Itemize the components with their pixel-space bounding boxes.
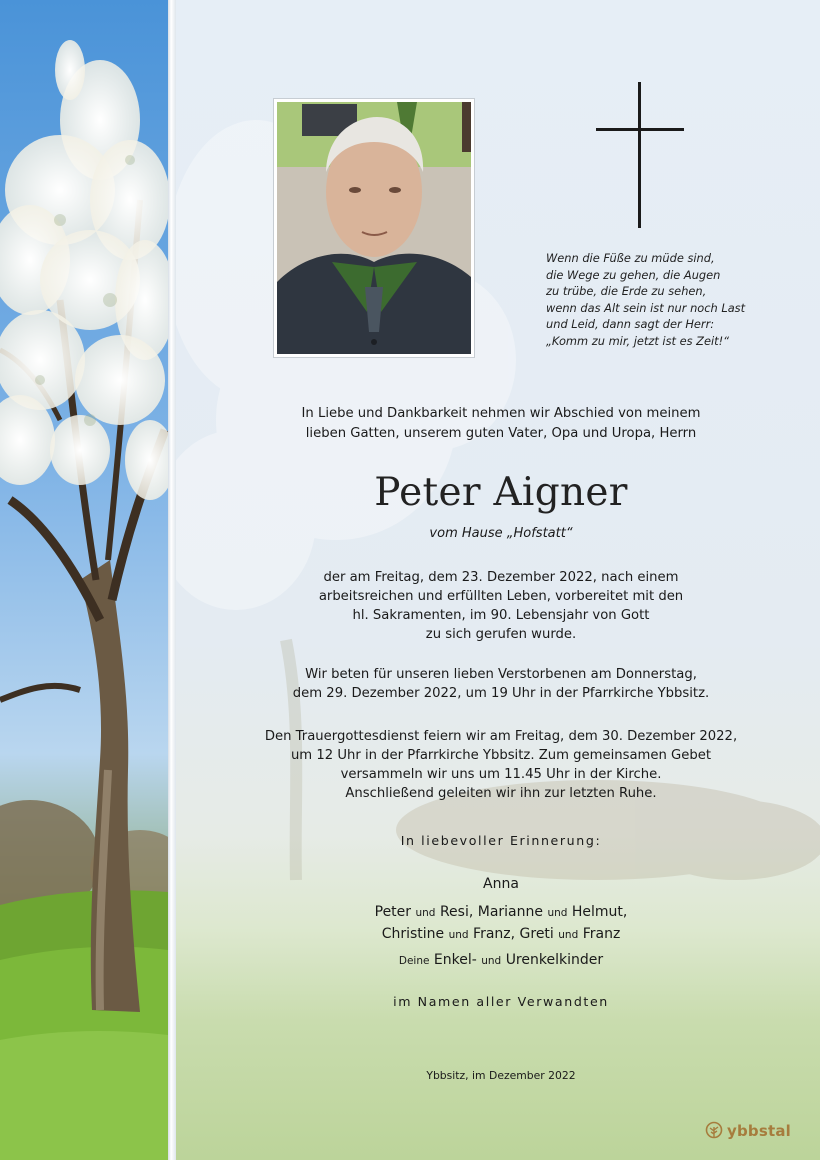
text-line: arbeitsreichen und erfüllten Leben, vorbereitet mit den [318, 589, 684, 604]
cross-icon [596, 82, 684, 228]
mourner-family [176, 902, 820, 946]
poem-line: Wenn die Füße zu müde sind, [546, 251, 715, 265]
prayer-notice [176, 665, 820, 703]
relatives-line: im Namen aller Verwandten [393, 994, 609, 1009]
panel-divider [168, 0, 176, 1160]
portrait-photo [277, 102, 471, 354]
text-line: Wir beten für unseren lieben Verstorbenen am Donnerstag, [305, 667, 697, 682]
deceased-name: Peter Aigner [374, 470, 628, 515]
poem-line: wenn das Alt sein ist nur noch Last [546, 300, 746, 315]
mourner-name: Franz, Greti [473, 926, 554, 942]
text-line: dem 29. Dezember 2022, um 19 Uhr in der Pfarrkirche Ybbsitz. [292, 686, 710, 701]
grand-deine: Deine [398, 955, 430, 967]
poem-line: die Wege zu gehen, die Augen [546, 267, 721, 282]
mourner-name: Christine [381, 926, 445, 942]
text-line: Anschließend geleiten wir ihn zur letzten Ruhe. [345, 786, 657, 801]
conjunction: und [481, 955, 502, 967]
conjunction: und [448, 929, 469, 941]
mourner-anna: Anna [483, 876, 519, 892]
text-line: der am Freitag, dem 23. Dezember 2022, nach einem [323, 570, 679, 585]
conjunction: und [558, 929, 579, 941]
text-line: um 12 Uhr in der Pfarrkirche Ybbsitz. Zum gemeinsamen Gebet [290, 748, 712, 763]
ybbstal-logo [704, 1118, 791, 1144]
mourner-name: Helmut, [571, 904, 628, 920]
place-date: Ybbsitz, im Dezember 2022 [426, 1069, 576, 1082]
poem-line: zu trübe, die Erde zu sehen, [546, 284, 707, 298]
house-name: vom Hause „Hofstatt“ [429, 526, 573, 541]
conjunction: und [547, 907, 568, 919]
family-row [176, 924, 820, 946]
memory-heading: In liebevoller Erinnerung: [400, 833, 602, 848]
text-line: hl. Sakramenten, im 90. Lebensjahr von Gott [352, 608, 650, 623]
tree-icon [704, 1121, 724, 1141]
funeral-service-notice [176, 727, 820, 803]
poem-line: und Leid, dann sagt der Herr: [546, 317, 715, 331]
portrait-frame [274, 99, 474, 357]
intro-text [176, 404, 820, 444]
text-line: zu sich gerufen wurde. [425, 627, 577, 642]
grand-enkel: Enkel- [433, 952, 477, 968]
death-notice [176, 568, 820, 644]
grand-urenkel: Urenkelkinder [505, 952, 604, 968]
text-line: Den Trauergottesdienst feiern wir am Freitag, dem 30. Dezember 2022, [264, 729, 738, 744]
intro-line: In Liebe und Dankbarkeit nehmen wir Abschied von meinem [301, 406, 701, 421]
intro-line: lieben Gatten, unserem guten Vater, Opa und Uropa, Herrn [305, 426, 697, 441]
grandchildren [176, 950, 820, 971]
logo-text: ybbstal [727, 1122, 792, 1140]
poem [546, 250, 776, 349]
mourner-name: Franz [582, 926, 621, 942]
poem-line: „Komm zu mir, jetzt ist es Zeit!“ [546, 333, 730, 348]
mourner-name: Peter [374, 904, 412, 920]
text-line: versammeln wir uns um 11.45 Uhr in der Kirche. [340, 767, 662, 782]
blossom-tree-photo [0, 0, 168, 1160]
family-row [176, 902, 820, 924]
conjunction: und [415, 907, 436, 919]
mourner-name: Resi, Marianne [439, 904, 543, 920]
